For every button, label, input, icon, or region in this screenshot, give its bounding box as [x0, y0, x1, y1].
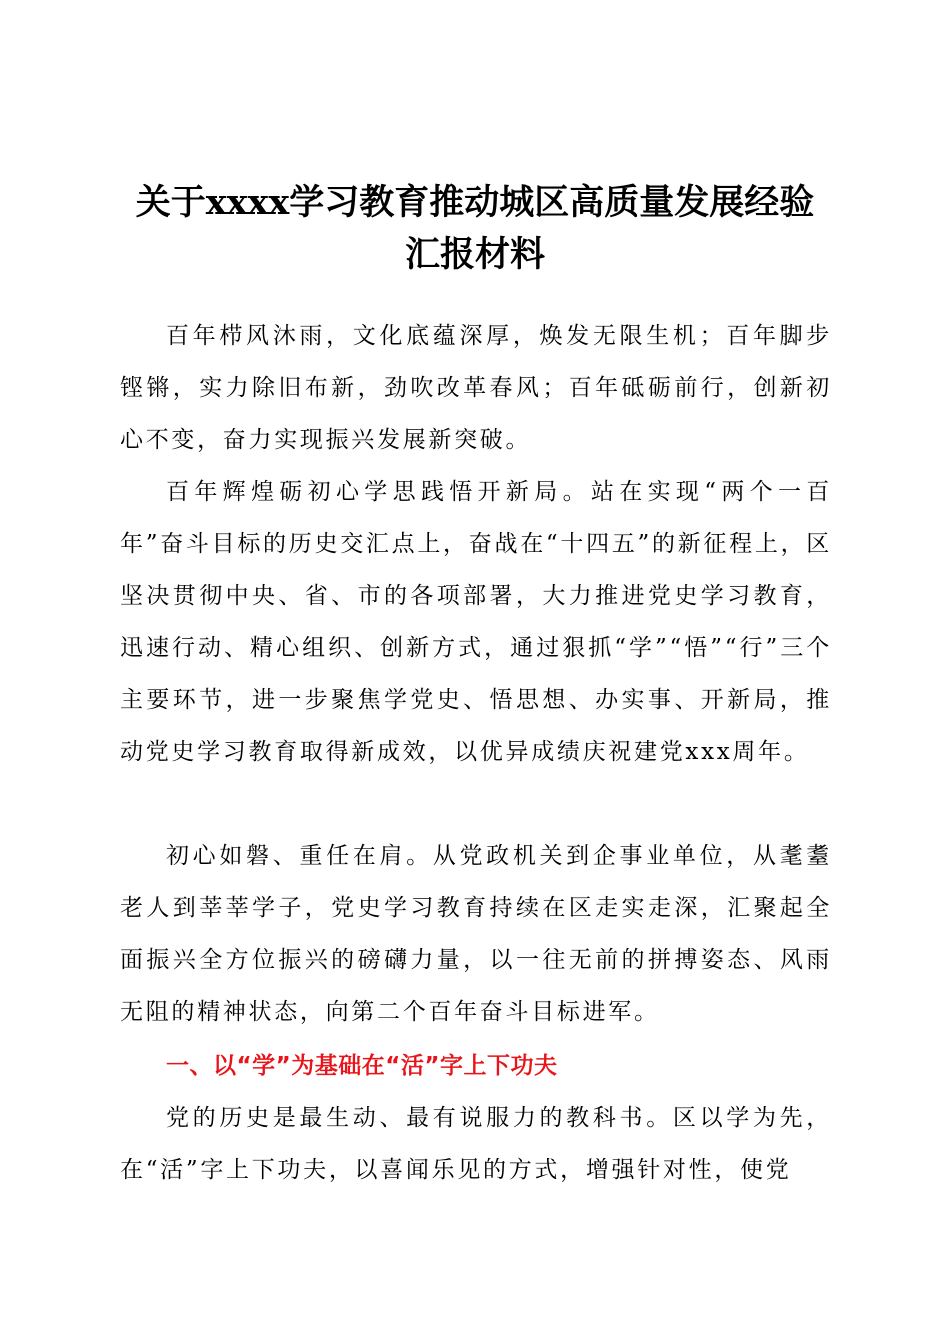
- section-heading-1: 一、以“学”为基础在“活”字上下功夫: [166, 1053, 558, 1079]
- paragraph-section-1: 党的历史是最生动、最有说服力的教科书。区以学为先，在“活”字上下功夫，以喜闻乐见的方式，增强针对性，使党: [120, 1105, 832, 1183]
- paragraph-intro: 百年栉风沐雨，文化底蕴深厚，焕发无限生机；百年脚步铿锵，实力除旧布新，劲吹改革春风；百年砥砺前行，创新初心不变，奋力实现振兴发展新突破。: [120, 323, 832, 453]
- paragraph-mission: 初心如磐、重任在肩。从党政机关到企事业单位，从耄耋老人到莘莘学子，党史学习教育持续在区走实走深，汇聚起全面振兴全方位振兴的磅礴力量，以一往无前的拼搏姿态、风雨无阻的精神状态，向第二个百年奋斗目标进军。: [120, 843, 832, 1025]
- document-title-line-1: 关于xxxx学习教育推动城区高质量发展经验: [135, 182, 815, 223]
- paragraph-background: 百年辉煌砺初心学思践悟开新局。站在实现“两个一百年”奋斗目标的历史交汇点上，奋战在“十四五”的新征程上，区坚决贯彻中央、省、市的各项部署，大力推进党史学习教育，迅速行动、精心组织、创新方式，通过狠抓“学”“悟”“行”三个主要环节，进一步聚焦学党史、悟思想、办实事、开新局，推动党史学习教育取得新成效，以优异成绩庆祝建党xxx周年。: [120, 479, 832, 765]
- document-title-line-2: 汇报材料: [404, 234, 545, 275]
